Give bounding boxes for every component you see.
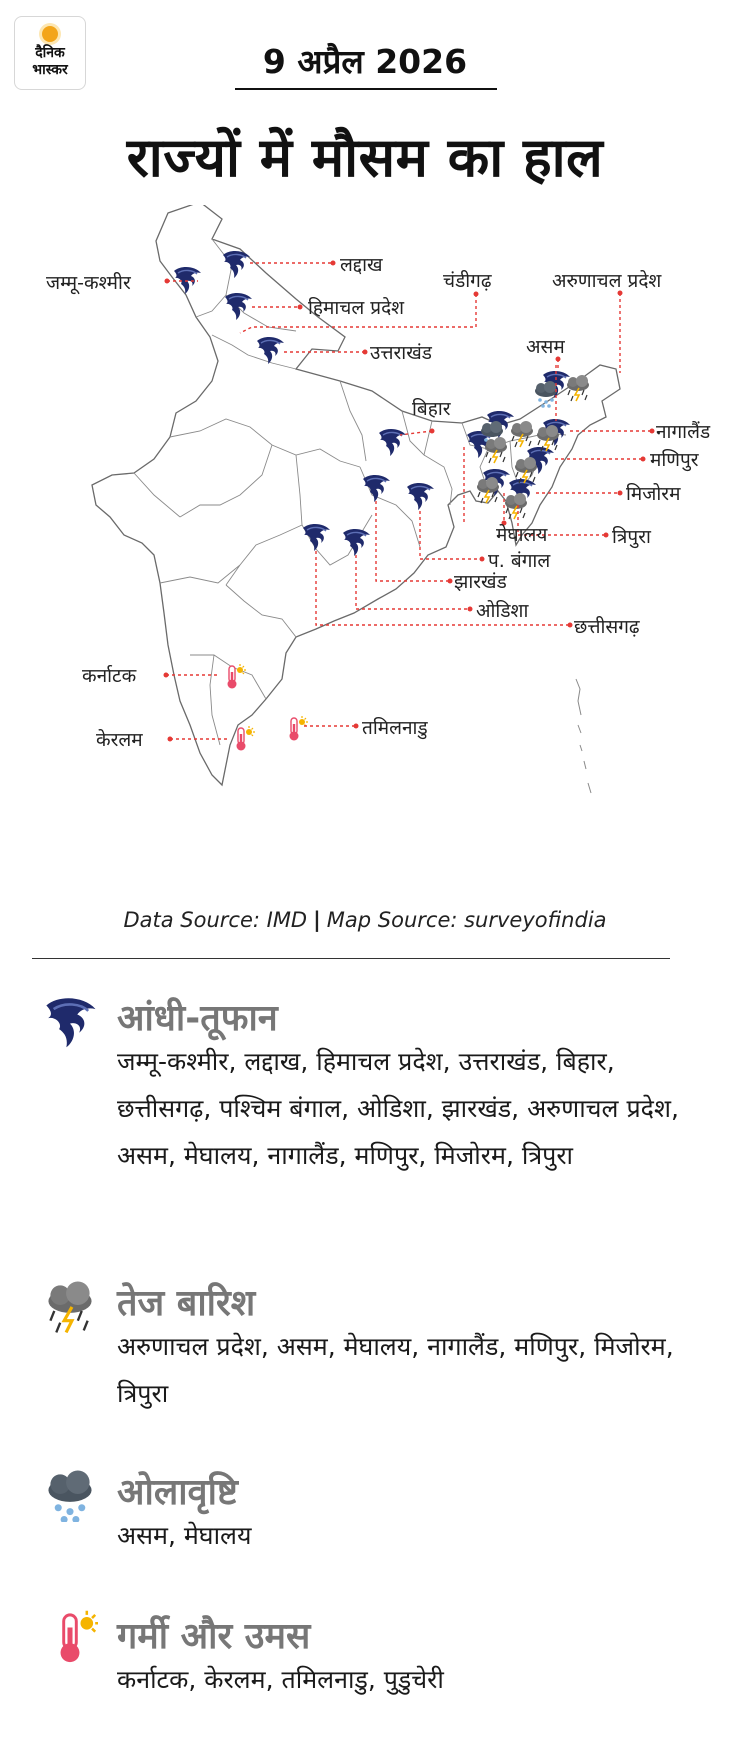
label-jharkhand: झारखंड <box>454 571 507 593</box>
india-weather-map <box>0 205 730 905</box>
thunderstorm-icon <box>42 992 98 1048</box>
label-karnataka: कर्नाटक <box>82 665 137 687</box>
heavy-rain-icon <box>42 1277 98 1333</box>
heavy-rain-icon <box>505 493 527 519</box>
heat-humidity-icon <box>290 716 309 741</box>
date-heading: 9 अप्रैल 2026 <box>262 42 468 81</box>
brand-line-2: भास्कर <box>32 62 68 78</box>
hailstorm-icon <box>42 1466 98 1522</box>
label-assam: असम <box>526 336 565 358</box>
label-bihar: बिहार <box>412 398 451 420</box>
legend-states: अरुणाचल प्रदेश, असम, मेघालय, नागालैंड, मणिपुर, मिजोरम, त्रिपुरा <box>117 1332 674 1408</box>
label-arunachal-pradesh: अरुणाचल प्रदेश <box>552 270 662 292</box>
label-ladakh: लद्दाख <box>340 254 383 276</box>
legend-states: कर्नाटक, केरलम, तमिलनाडु, पुडुचेरी <box>117 1665 444 1694</box>
heat-humidity-icon <box>42 1610 98 1666</box>
data-source: Data Source: IMD <box>123 908 308 932</box>
heat-humidity-icon <box>237 726 256 751</box>
label-west-bengal: प. बंगाल <box>488 550 551 572</box>
label-tamilnadu: तमिलनाडु <box>362 717 428 739</box>
label-chhattisgarh: छत्तीसगढ़ <box>574 616 640 638</box>
date-underline <box>235 88 497 90</box>
label-uttarakhand: उत्तराखंड <box>370 342 432 364</box>
brand-line-1: दैनिक <box>35 45 65 61</box>
label-tripura: त्रिपुरा <box>612 526 651 548</box>
label-meghalaya: मेघालय <box>496 524 548 546</box>
india-outline <box>92 205 620 785</box>
legend-states: असम, मेघालय <box>117 1521 252 1550</box>
label-odisha: ओडिशा <box>476 600 529 622</box>
map-source: Map Source: surveyofindia <box>326 908 607 932</box>
legend-title: तेज बारिश <box>117 1283 256 1324</box>
legend-title: गर्मी और उमस <box>117 1616 311 1657</box>
legend-states: जम्मू-कश्मीर, लद्दाख, हिमाचल प्रदेश, उत्तराखंड, बिहार, छत्तीसगढ़, पश्चिम बंगाल, ओडिशा, झारखंड, अरुणाचल प्रदेश, असम, मेघालय, नागालैंड, मणिपुर, मिजोरम, त्रिपुरा <box>117 1047 679 1170</box>
andaman-islands <box>576 679 591 793</box>
page-title: राज्यों में मौसम का हाल <box>126 126 604 189</box>
source-line <box>0 908 730 932</box>
label-himachal-pradesh: हिमाचल प्रदेश <box>308 297 405 319</box>
source-separator: | <box>313 908 321 932</box>
label-manipur: मणिपुर <box>650 449 699 471</box>
label-mizoram: मिजोरम <box>626 483 681 505</box>
legend-title: आंधी-तूफान <box>117 998 278 1039</box>
label-chandigarh: चंडीगढ़ <box>443 270 492 292</box>
divider <box>32 958 670 959</box>
label-nagaland: नागालैंड <box>656 421 711 443</box>
label-kerala: केरलम <box>96 729 143 751</box>
label-jammu-kashmir: जम्मू-कश्मीर <box>46 272 131 294</box>
legend-title: ओलावृष्टि <box>117 1472 238 1513</box>
